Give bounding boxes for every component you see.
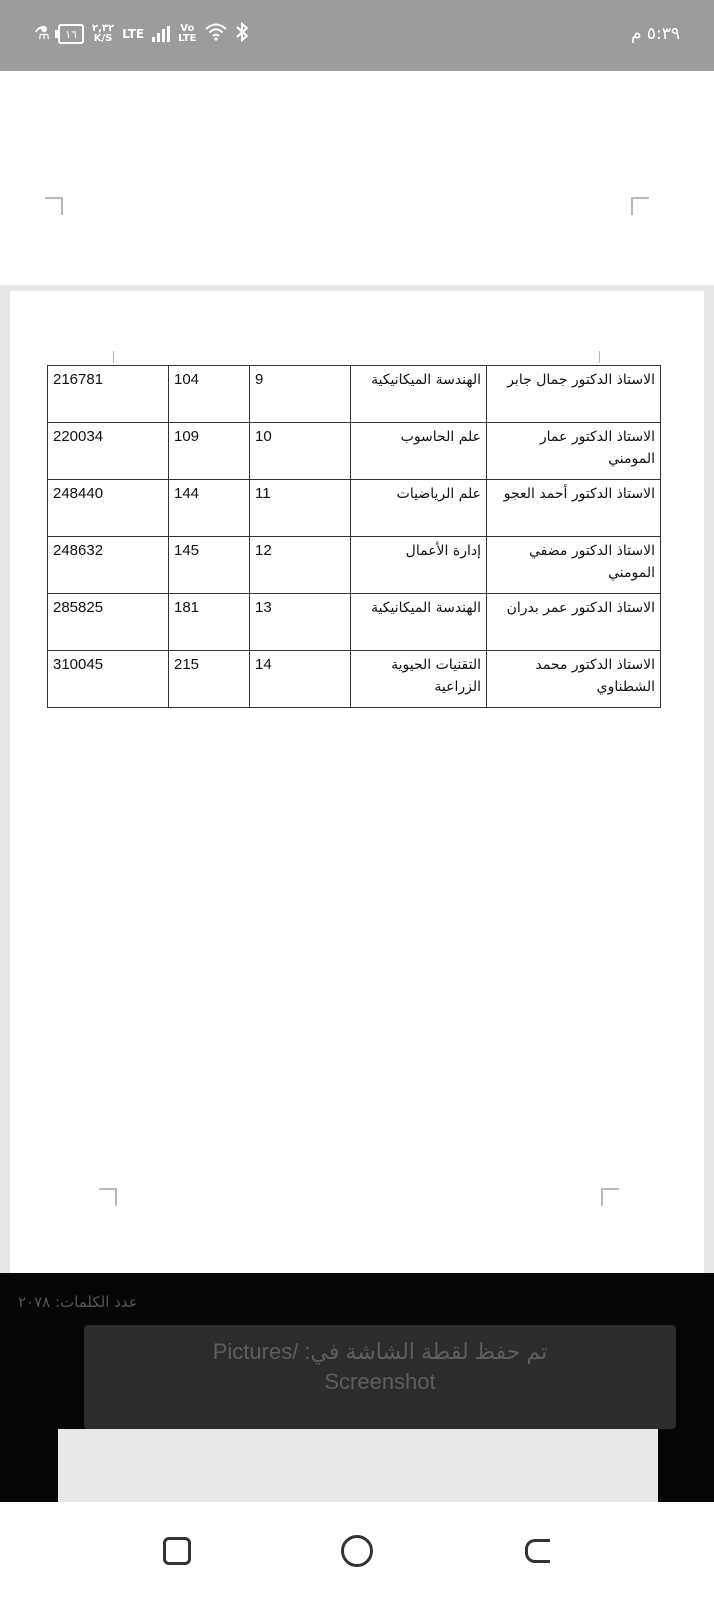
- recents-icon[interactable]: [160, 1534, 194, 1568]
- volte-top: Vo: [180, 23, 195, 34]
- status-icons: [34, 22, 249, 46]
- status-bar: [0, 0, 714, 71]
- cell-count[interactable]: 145: [169, 537, 250, 594]
- margin-tick: [599, 351, 600, 363]
- cell-count[interactable]: 181: [169, 594, 250, 651]
- cell-number[interactable]: 9: [250, 366, 351, 423]
- cell-count[interactable]: 104: [169, 366, 250, 423]
- word-count: عدد الكلمات: ٢٠٧٨: [18, 1293, 138, 1311]
- wifi-icon: [205, 23, 227, 45]
- cell-dept[interactable]: الهندسة الميكانيكية: [351, 366, 487, 423]
- battery-icon: [58, 24, 84, 44]
- back-icon[interactable]: [520, 1534, 554, 1568]
- volte-icon: [178, 24, 196, 44]
- cell-name[interactable]: الاستاذ الدكتور جمال جابر: [487, 366, 661, 423]
- table-row[interactable]: [48, 423, 661, 480]
- cell-id[interactable]: 220034: [48, 423, 169, 480]
- table-row[interactable]: [48, 366, 661, 423]
- home-icon[interactable]: [340, 1534, 374, 1568]
- document-page[interactable]: [10, 291, 704, 1273]
- screenshot-toast[interactable]: [84, 1325, 676, 1429]
- data-speed-value: ٢,٣٢: [91, 23, 115, 34]
- cell-name[interactable]: الاستاذ الدكتور عمار المومني: [487, 423, 661, 480]
- volte-bottom: LTE: [178, 33, 197, 44]
- cell-name[interactable]: الاستاذ الدكتور عمر بدران: [487, 594, 661, 651]
- battery-level: ١٦: [65, 27, 77, 41]
- margin-tick: [113, 351, 114, 363]
- cell-id[interactable]: 285825: [48, 594, 169, 651]
- document-viewport[interactable]: [0, 285, 714, 1273]
- cell-number[interactable]: 11: [250, 480, 351, 537]
- cell-name[interactable]: الاستاذ الدكتور محمد الشطناوي: [487, 651, 661, 708]
- toast-line-2: Screenshot: [324, 1369, 436, 1394]
- network-type: LTE: [122, 27, 145, 41]
- cell-count[interactable]: 215: [169, 651, 250, 708]
- navigation-bar: [0, 1502, 714, 1599]
- bottom-panel: [0, 1273, 714, 1502]
- cell-number[interactable]: 14: [250, 651, 351, 708]
- cell-dept[interactable]: إدارة الأعمال: [351, 537, 487, 594]
- flask-icon: ⚗: [34, 23, 51, 44]
- bluetooth-icon: [235, 22, 249, 46]
- cell-number[interactable]: 12: [250, 537, 351, 594]
- cell-id[interactable]: 310045: [48, 651, 169, 708]
- cell-id[interactable]: 248440: [48, 480, 169, 537]
- cell-dept[interactable]: علم الحاسوب: [351, 423, 487, 480]
- clock: ٥:٣٩ م: [630, 24, 680, 44]
- cell-count[interactable]: 109: [169, 423, 250, 480]
- toast-line-1: تم حفظ لقطة الشاشة في: /Pictures: [212, 1339, 548, 1364]
- cell-dept[interactable]: علم الرياضيات: [351, 480, 487, 537]
- signal-icon: [152, 26, 170, 42]
- data-table[interactable]: [47, 365, 661, 708]
- cell-count[interactable]: 144: [169, 480, 250, 537]
- cell-id[interactable]: 248632: [48, 537, 169, 594]
- data-speed: [92, 24, 114, 44]
- cell-name[interactable]: الاستاذ الدكتور مضفي المومني: [487, 537, 661, 594]
- cell-dept[interactable]: التقنيات الحيوية الزراعية: [351, 651, 487, 708]
- margin-corner-marker: [631, 197, 649, 215]
- table-row[interactable]: [48, 480, 661, 537]
- toolbar-strip: [58, 1429, 658, 1502]
- table-row[interactable]: [48, 537, 661, 594]
- table-row[interactable]: [48, 594, 661, 651]
- margin-corner-marker: [601, 1188, 619, 1206]
- previous-page-margin: [0, 71, 714, 285]
- cell-id[interactable]: 216781: [48, 366, 169, 423]
- cell-name[interactable]: الاستاذ الدكتور أحمد العجو: [487, 480, 661, 537]
- margin-corner-marker: [45, 197, 63, 215]
- cell-dept[interactable]: الهندسة الميكانيكية: [351, 594, 487, 651]
- cell-number[interactable]: 10: [250, 423, 351, 480]
- data-speed-unit: K/S: [93, 33, 113, 44]
- margin-corner-marker: [99, 1188, 117, 1206]
- table-row[interactable]: [48, 651, 661, 708]
- cell-number[interactable]: 13: [250, 594, 351, 651]
- toast-message: [84, 1337, 676, 1397]
